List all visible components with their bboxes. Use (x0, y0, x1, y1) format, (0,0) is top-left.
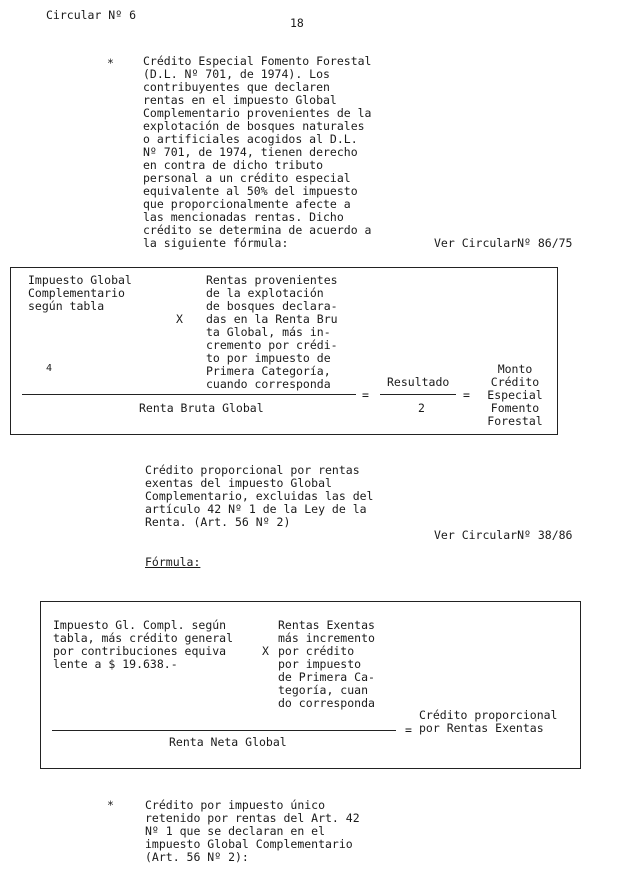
text-line: rentas en el impuesto Global (143, 93, 337, 107)
text-line: equivalente al 50% del impuesto (143, 184, 358, 198)
text-line: do corresponda (278, 696, 375, 710)
text-line: Complementario, excluidas las del (145, 489, 374, 503)
text-line: por impuesto (278, 657, 362, 671)
fraction-line (22, 394, 356, 395)
text-line: según tabla (28, 299, 105, 313)
text-line: o artificiales acogidos al D.L. (143, 132, 358, 146)
multiply-sign: X (262, 644, 269, 658)
text-line: Nº 1 que se declaran en el (145, 824, 326, 838)
text-line: Impuesto Gl. Compl. según (53, 618, 227, 632)
text-line: Especial (487, 388, 543, 402)
text-line: personal a un crédito especial (143, 171, 351, 185)
text-line: impuesto Global Complementario (145, 837, 353, 851)
text-line: Complementario (28, 286, 125, 300)
bullet-marker: * (107, 56, 114, 70)
text-line: Crédito (490, 375, 540, 389)
formula2-result (419, 709, 557, 735)
text-line: cremento por crédi- (206, 338, 338, 352)
text-line: Rentas Exentas (278, 618, 375, 632)
divisor: 2 (418, 401, 425, 415)
text-line: Complementario provenientes de la (143, 106, 372, 120)
text-line: retenido por rentas del Art. 42 (145, 811, 360, 825)
formula1-numerator-middle (206, 274, 338, 391)
equals-sign: = (362, 388, 369, 402)
text-line: das en la Renta Bru (206, 312, 338, 326)
text-line: de la explotación (206, 286, 324, 300)
fraction-line-divisor (380, 394, 456, 395)
text-line: tabla, más crédito general (53, 631, 234, 645)
formula-heading: Fórmula: (145, 555, 201, 569)
page-number: 18 (290, 16, 304, 30)
text-line: Monto (497, 362, 533, 376)
text-line: por contribuciones equiva (53, 644, 227, 658)
text-line: más incremento (278, 631, 375, 645)
paragraph-impuesto-unico (145, 799, 360, 864)
multiply-sign: X (176, 312, 183, 326)
text-line: contribuyentes que declaren (143, 80, 330, 94)
text-line: Crédito proporcional por rentas (145, 463, 360, 477)
text-line: crédito se determina de acuerdo a (143, 223, 372, 237)
text-line: que proporcionalmente afecte a (143, 197, 351, 211)
formula2-numerator-middle (278, 619, 375, 710)
text-line: (D.L. Nº 701, de 1974). Los (143, 67, 330, 81)
text-line: de bosques declara- (206, 299, 338, 313)
text-line: lente a $ 19.638.- (53, 657, 178, 671)
equals-sign: = (405, 723, 412, 737)
equals-sign: = (463, 388, 470, 402)
text-line: por Rentas Exentas (419, 721, 544, 735)
text-line: (Art. 56 Nº 2): (145, 850, 249, 864)
text-line: Crédito por impuesto único (145, 798, 326, 812)
text-line: Crédito proporcional (419, 708, 558, 722)
stray-mark: 4 (46, 363, 53, 374)
text-line: exentas del impuesto Global (145, 476, 332, 490)
text-line: las mencionadas rentas. Dicho (143, 210, 344, 224)
circular-number: Circular Nº 6 (46, 8, 137, 22)
text-line: artículo 42 Nº 1 de la Ley de la (145, 502, 367, 516)
fraction-line (52, 730, 396, 731)
text-line: Primera Categoría, (206, 364, 331, 378)
formula1-result (477, 363, 553, 428)
text-line: tegoría, cuan (278, 683, 369, 697)
formula2-denominator: Renta Neta Global (169, 735, 287, 749)
bullet-marker: * (107, 798, 114, 812)
text-line: por crédito (278, 644, 355, 658)
paragraph-rentas-exentas (145, 464, 373, 529)
formula1-denominator: Renta Bruta Global (139, 401, 264, 415)
resultado-label: Resultado (387, 375, 450, 389)
circular-reference-1: Ver CircularNº 86/75 (434, 236, 573, 250)
text-line: Rentas provenientes (206, 273, 338, 287)
circular-reference-2: Ver CircularNº 38/86 (434, 528, 573, 542)
text-line: Impuesto Global (28, 273, 132, 287)
text-line: Crédito Especial Fomento Forestal (143, 54, 372, 68)
text-line: ta Global, más in- (206, 325, 331, 339)
formula1-numerator-left (28, 274, 132, 313)
text-line: Nº 701, de 1974, tienen derecho (143, 145, 358, 159)
text-line: Fomento (490, 401, 540, 415)
text-line: Renta. (Art. 56 Nº 2) (145, 515, 291, 529)
text-line: explotación de bosques naturales (143, 119, 365, 133)
formula2-numerator-left (53, 619, 233, 671)
text-line: Forestal (487, 414, 543, 428)
text-line: de Primera Ca- (278, 670, 375, 684)
text-line: en contra de dicho tributo (143, 158, 324, 172)
text-line: la siguiente fórmula: (143, 236, 289, 250)
text-line: to por impuesto de (206, 351, 331, 365)
paragraph-fomento-forestal (143, 55, 371, 250)
text-line: cuando corresponda (206, 377, 331, 391)
